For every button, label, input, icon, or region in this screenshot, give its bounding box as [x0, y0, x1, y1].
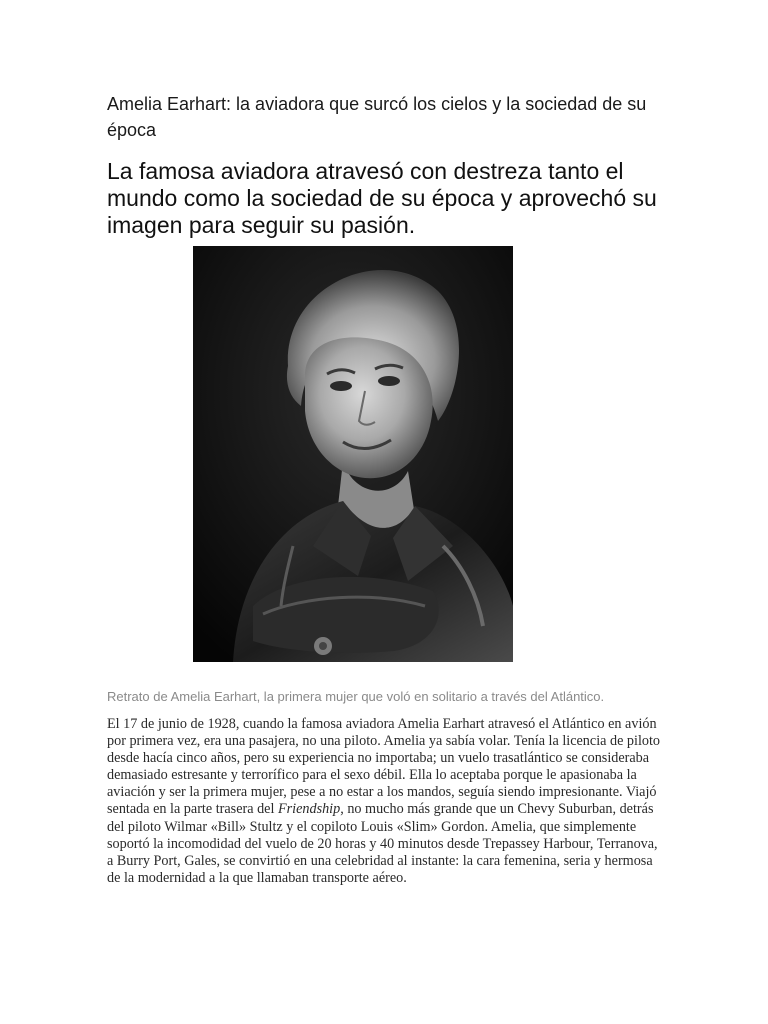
portrait-photo	[193, 246, 513, 662]
ship-name-emphasis: Friendship	[277, 801, 341, 818]
article-subtitle: La famosa aviadora atravesó con destreza tanto el mundo como la sociedad de su época y aprovechó su imagen para seguir su pasión.	[107, 158, 657, 238]
article-body	[107, 716, 663, 887]
body-text-part-2: , no mucho más grande que un Chevy Suburban, detrás del piloto Wilmar «Bill» Stultz y el copiloto Louis «Slim» Gordon. Amelia, que simplemente soportó la incomodidad del vuelo de 20 horas y 40 minutos desde Trepassey Harbour, Terranova, a Burry Port, Gales, se convirtió en una celebridad al instante: la cara femenina, seria y hermosa de la modernidad a la que llamaban transporte aéreo.	[107, 801, 658, 886]
portrait-image	[193, 246, 513, 662]
photo-caption: Retrato de Amelia Earhart, la primera mujer que voló en solitario a través del Atlántico.	[107, 689, 605, 704]
body-text-part-1: El 17 de junio de 1928, cuando la famosa aviadora Amelia Earhart atravesó el Atlántico en avión por primera vez, era una pasajera, no una piloto. Amelia ya sabía volar. Tenía la licencia de piloto desde hacía cinco años, pero su experiencia no importaba; un vuelo trasatlántico se consideraba demasiado estresante y terrorífico para el sexo débil. Ella lo aceptaba porque le apasionaba la aviación y ser la primera mujer, pese a no estar a los mandos, seguía siendo impresionante. Viajó sentada en la parte trasera del	[107, 716, 661, 818]
article-title: Amelia Earhart: la aviadora que surcó los cielos y la sociedad de su época	[107, 94, 647, 140]
